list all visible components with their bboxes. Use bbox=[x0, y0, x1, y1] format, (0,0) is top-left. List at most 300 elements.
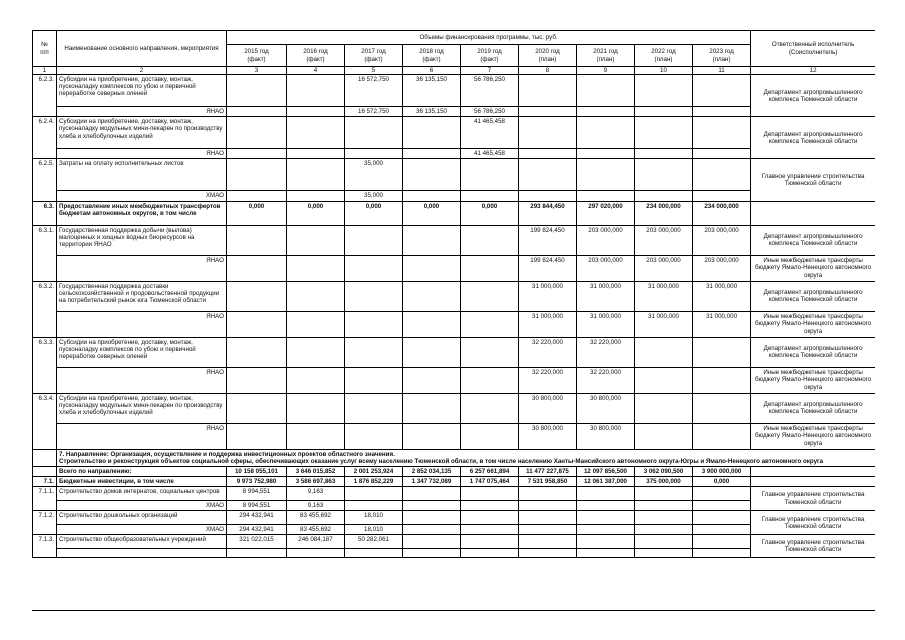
row-value bbox=[287, 117, 345, 149]
subsection-value: 9 973 752,980 bbox=[227, 476, 287, 486]
row-value bbox=[287, 311, 345, 337]
row-value bbox=[693, 423, 751, 449]
row-value bbox=[635, 487, 693, 501]
row-name: Субсидии на приобретение, доставку, монтаж, пусконаладку модульных мини-пекарен по производству хлеба и хлебобулочных изделий bbox=[57, 117, 227, 149]
row-value bbox=[345, 255, 403, 281]
row-value bbox=[693, 487, 751, 501]
row-value bbox=[635, 159, 693, 191]
row-value: 9,163 bbox=[287, 487, 345, 501]
table-row bbox=[33, 281, 876, 311]
row-value bbox=[403, 423, 461, 449]
row-value bbox=[403, 191, 461, 201]
table-row bbox=[33, 501, 876, 511]
row-value bbox=[635, 549, 693, 558]
row-subject: ЯНАО bbox=[57, 367, 227, 393]
row-responsible bbox=[751, 201, 875, 225]
row-value: 203 000,000 bbox=[577, 225, 635, 255]
column-number: 7 bbox=[461, 67, 519, 75]
row-value bbox=[635, 423, 693, 449]
row-value bbox=[519, 75, 577, 107]
row-value: 203 000,000 bbox=[635, 225, 693, 255]
row-value bbox=[345, 149, 403, 159]
row-value bbox=[461, 281, 519, 311]
row-responsible: Департамент агропромышленного комплекса Тюменской области bbox=[751, 337, 875, 367]
column-number: 3 bbox=[227, 67, 287, 75]
header-year: 2015 год (факт) bbox=[227, 45, 287, 67]
row-responsible: Главное управление строительства Тюменской области bbox=[751, 535, 875, 558]
row-value bbox=[227, 117, 287, 149]
row-name: Государственная поддержка добычи (вылова) малоценных и хищных водных биоресурсов на территории ЯНАО bbox=[57, 225, 227, 255]
row-value: 203 000,000 bbox=[577, 255, 635, 281]
column-number: 8 bbox=[519, 67, 577, 75]
row-value: 0,000 bbox=[227, 201, 287, 225]
row-value bbox=[227, 549, 287, 558]
row-value bbox=[345, 281, 403, 311]
column-number: 12 bbox=[751, 67, 875, 75]
row-value bbox=[345, 367, 403, 393]
total-value: 11 477 227,875 bbox=[519, 466, 577, 476]
row-responsible-secondary: Иные межбюджетные трансферты бюджету Ямало-Ненецкого автономного округа bbox=[751, 311, 875, 337]
row-value bbox=[461, 535, 519, 549]
row-value: 32 220,000 bbox=[577, 337, 635, 367]
header-year: 2023 год (план) bbox=[693, 45, 751, 67]
row-value bbox=[287, 367, 345, 393]
row-responsible: Департамент агропромышленного комплекса Тюменской области bbox=[751, 393, 875, 423]
row-value bbox=[403, 535, 461, 549]
row-value bbox=[635, 393, 693, 423]
row-value bbox=[635, 117, 693, 149]
row-value: 294 432,941 bbox=[227, 511, 287, 525]
row-value bbox=[635, 75, 693, 107]
table-row bbox=[33, 525, 876, 535]
table-row bbox=[33, 117, 876, 149]
row-value: 16 572,750 bbox=[345, 107, 403, 117]
total-label: Всего по направлению: bbox=[57, 466, 227, 476]
row-value bbox=[577, 117, 635, 149]
row-name: Субсидии на приобретение, доставку, монтаж, пусконаладку комплексов по убою и первичной переработке северных оленей bbox=[57, 337, 227, 367]
row-value bbox=[227, 75, 287, 107]
header-year: 2020 год (план) bbox=[519, 45, 577, 67]
column-number: 11 bbox=[693, 67, 751, 75]
header-year: 2017 год (факт) bbox=[345, 45, 403, 67]
row-value bbox=[519, 117, 577, 149]
subsection-value: 7 531 958,850 bbox=[519, 476, 577, 486]
subsection-number: 7.1. bbox=[33, 476, 57, 486]
row-name: Строительство общеобразовательных учреждений bbox=[57, 535, 227, 549]
row-value: 0,000 bbox=[345, 201, 403, 225]
row-value: 203 000,000 bbox=[693, 255, 751, 281]
header-direction: Наименование основного направления, мероприятия bbox=[57, 31, 227, 67]
row-value: 31 000,000 bbox=[693, 281, 751, 311]
row-value: 321 022,015 bbox=[227, 535, 287, 549]
row-value bbox=[461, 191, 519, 201]
row-value bbox=[461, 393, 519, 423]
table-row bbox=[33, 487, 876, 501]
row-value bbox=[577, 191, 635, 201]
row-value bbox=[403, 281, 461, 311]
row-value bbox=[345, 225, 403, 255]
row-value bbox=[635, 525, 693, 535]
row-number: 7.1.2. bbox=[33, 511, 57, 535]
row-value bbox=[287, 107, 345, 117]
table-row bbox=[33, 255, 876, 281]
row-value: 293 844,450 bbox=[519, 201, 577, 225]
row-value bbox=[577, 511, 635, 525]
row-value bbox=[519, 487, 577, 501]
row-value bbox=[227, 281, 287, 311]
row-value bbox=[693, 549, 751, 558]
row-value bbox=[403, 149, 461, 159]
section-7-title-row bbox=[33, 449, 876, 466]
table-row bbox=[33, 337, 876, 367]
row-value: 31 000,000 bbox=[577, 311, 635, 337]
row-value bbox=[287, 337, 345, 367]
table-row bbox=[33, 191, 876, 201]
column-number: 1 bbox=[33, 67, 57, 75]
row-value: 246 084,187 bbox=[287, 535, 345, 549]
row-value: 30 800,000 bbox=[519, 393, 577, 423]
column-number: 6 bbox=[403, 67, 461, 75]
row-value bbox=[403, 501, 461, 511]
total-value: 3 900 000,000 bbox=[693, 466, 751, 476]
row-value bbox=[227, 191, 287, 201]
row-subject: ЯНАО bbox=[57, 107, 227, 117]
row-value bbox=[519, 525, 577, 535]
row-value bbox=[519, 159, 577, 191]
row-responsible: Главное управление строительства Тюменской области bbox=[751, 159, 875, 201]
row-value: 31 000,000 bbox=[519, 281, 577, 311]
row-value bbox=[577, 525, 635, 535]
subsection-value: 3 586 697,863 bbox=[287, 476, 345, 486]
row-value: 31 000,000 bbox=[519, 311, 577, 337]
row-value: 31 000,000 bbox=[693, 311, 751, 337]
row-value: 41 465,458 bbox=[461, 149, 519, 159]
subsection-7-1-row bbox=[33, 476, 876, 486]
table-header bbox=[33, 31, 876, 75]
row-value bbox=[403, 255, 461, 281]
row-value: 18,010 bbox=[345, 511, 403, 525]
column-number: 2 bbox=[57, 67, 227, 75]
table-row bbox=[33, 367, 876, 393]
row-value bbox=[577, 487, 635, 501]
row-value bbox=[693, 159, 751, 191]
total-value: 2 852 034,135 bbox=[403, 466, 461, 476]
column-number: 10 bbox=[635, 67, 693, 75]
total-value: 10 158 055,101 bbox=[227, 466, 287, 476]
total-value: 2 001 253,924 bbox=[345, 466, 403, 476]
row-value bbox=[287, 393, 345, 423]
column-numbers-row bbox=[33, 67, 876, 75]
header-year: 2018 год (факт) bbox=[403, 45, 461, 67]
row-value: 50 282,061 bbox=[345, 535, 403, 549]
row-name: Строительство дошкольных организаций bbox=[57, 511, 227, 525]
row-value: 203 000,000 bbox=[693, 225, 751, 255]
table-row bbox=[33, 225, 876, 255]
row-responsible: Департамент агропромышленного комплекса Тюменской области bbox=[751, 225, 875, 255]
row-value bbox=[693, 393, 751, 423]
row-number: 6.3.1. bbox=[33, 225, 57, 281]
row-value: 0,000 bbox=[461, 201, 519, 225]
subsection-value: 0,000 bbox=[693, 476, 751, 486]
row-name: Субсидии на приобретение, доставку, монтаж, пусконаладку модульных мини-пекарен по производству хлеба и хлебобулочных изделий bbox=[57, 393, 227, 423]
row-value bbox=[227, 367, 287, 393]
row-value bbox=[461, 423, 519, 449]
subsection-label: Бюджетные инвестиции, в том числе bbox=[57, 476, 227, 486]
row-value bbox=[227, 311, 287, 337]
column-number: 4 bbox=[287, 67, 345, 75]
row-value bbox=[287, 75, 345, 107]
row-value bbox=[345, 487, 403, 501]
row-value bbox=[577, 535, 635, 549]
row-value bbox=[403, 117, 461, 149]
row-responsible-secondary: Иные межбюджетные трансферты бюджету Ямало-Ненецкого автономного округа bbox=[751, 423, 875, 449]
total-value: 3 062 090,500 bbox=[635, 466, 693, 476]
row-value bbox=[403, 511, 461, 525]
row-responsible-secondary: Иные межбюджетные трансферты бюджету Ямало-Ненецкого автономного округа bbox=[751, 255, 875, 281]
row-value bbox=[519, 549, 577, 558]
row-value: 0,000 bbox=[403, 201, 461, 225]
row-value: 31 000,000 bbox=[577, 281, 635, 311]
row-value bbox=[461, 159, 519, 191]
row-value: 31 000,000 bbox=[635, 281, 693, 311]
row-value: 294 432,941 bbox=[227, 525, 287, 535]
row-number: 6.2.3. bbox=[33, 75, 57, 117]
row-value: 18,010 bbox=[345, 525, 403, 535]
row-value bbox=[403, 367, 461, 393]
row-value bbox=[345, 549, 403, 558]
row-value bbox=[519, 501, 577, 511]
row-value bbox=[403, 487, 461, 501]
row-value bbox=[635, 511, 693, 525]
row-value: 30 800,000 bbox=[577, 423, 635, 449]
column-number: 5 bbox=[345, 67, 403, 75]
row-value: 8 994,551 bbox=[227, 487, 287, 501]
section-7-title: 7. Направление: Организация, осуществление и поддержка инвестиционных проектов областного значения. Строительство и реконструкция объектов социальной сферы, обеспечивающих оказание услуг всему населению Тюменской области, в том числе населению Ханты-Мансийского автономного округа-Югры и Ямало-Ненецкого автономного округа bbox=[57, 449, 876, 466]
table-row bbox=[33, 75, 876, 107]
row-subject bbox=[57, 549, 227, 558]
row-value bbox=[577, 501, 635, 511]
row-number: 6.2.5. bbox=[33, 159, 57, 201]
row-value: 8 994,551 bbox=[227, 501, 287, 511]
row-value: 56 786,250 bbox=[461, 107, 519, 117]
row-value bbox=[287, 255, 345, 281]
row-value: 199 824,450 bbox=[519, 225, 577, 255]
row-value bbox=[461, 367, 519, 393]
header-responsible: Ответственный исполнитель (Соисполнитель) bbox=[751, 31, 875, 67]
row-value bbox=[635, 149, 693, 159]
table-row bbox=[33, 107, 876, 117]
row-value bbox=[635, 191, 693, 201]
row-value: 31 000,000 bbox=[635, 311, 693, 337]
row-value bbox=[693, 501, 751, 511]
row-value bbox=[693, 75, 751, 107]
row-value bbox=[461, 255, 519, 281]
row-value: 203 000,000 bbox=[635, 255, 693, 281]
table-row bbox=[33, 511, 876, 525]
row-value bbox=[227, 393, 287, 423]
row-name: Строительство домов интернатов, социальных центров bbox=[57, 487, 227, 501]
row-name: Затраты на оплату исполнительных листов bbox=[57, 159, 227, 191]
row-value bbox=[227, 149, 287, 159]
row-value: 83 455,692 bbox=[287, 525, 345, 535]
row-value bbox=[519, 535, 577, 549]
row-value: 16 572,750 bbox=[345, 75, 403, 107]
row-value bbox=[635, 367, 693, 393]
row-value bbox=[287, 159, 345, 191]
row-value bbox=[227, 107, 287, 117]
row-value bbox=[403, 525, 461, 535]
row-value bbox=[461, 549, 519, 558]
row-value bbox=[461, 525, 519, 535]
row-value: 297 020,000 bbox=[577, 201, 635, 225]
row-value bbox=[519, 107, 577, 117]
row-value: 30 800,000 bbox=[577, 393, 635, 423]
row-value bbox=[345, 337, 403, 367]
row-value bbox=[227, 159, 287, 191]
row-value bbox=[461, 511, 519, 525]
row-value bbox=[577, 549, 635, 558]
table-row bbox=[33, 159, 876, 191]
total-responsible bbox=[751, 466, 875, 476]
row-value: 35,000 bbox=[345, 191, 403, 201]
row-subject: ЯНАО bbox=[57, 311, 227, 337]
row-responsible: Главное управление строительства Тюменской области bbox=[751, 511, 875, 535]
row-value bbox=[403, 225, 461, 255]
table-row bbox=[33, 393, 876, 423]
row-number: 7.1.3. bbox=[33, 535, 57, 558]
row-value bbox=[287, 149, 345, 159]
row-name: Субсидии на приобретение, доставку, монтаж, пусконаладку комплексов по убою и первичной переработке северных оленей bbox=[57, 75, 227, 107]
row-value bbox=[693, 525, 751, 535]
row-value bbox=[635, 501, 693, 511]
subsection-value: 375 000,000 bbox=[635, 476, 693, 486]
row-number: 6.3.2. bbox=[33, 281, 57, 337]
row-value bbox=[693, 511, 751, 525]
row-value bbox=[519, 191, 577, 201]
row-value: 0,000 bbox=[287, 201, 345, 225]
table-body bbox=[33, 75, 876, 558]
row-value bbox=[577, 107, 635, 117]
row-value bbox=[693, 367, 751, 393]
row-value bbox=[227, 423, 287, 449]
row-value: 35,000 bbox=[345, 159, 403, 191]
row-value bbox=[461, 225, 519, 255]
row-number: 6.3. bbox=[33, 201, 57, 225]
row-value bbox=[461, 501, 519, 511]
row-responsible: Главное управление строительства Тюменской области bbox=[751, 487, 875, 511]
financing-table bbox=[32, 30, 875, 558]
row-value: 56 786,250 bbox=[461, 75, 519, 107]
row-name: Государственная поддержка доставки сельскохозяйственной и продовольственной продукции на потребительский рынок юга Тюменской области bbox=[57, 281, 227, 311]
row-subject: ХМАО bbox=[57, 525, 227, 535]
row-value bbox=[635, 535, 693, 549]
row-value bbox=[403, 393, 461, 423]
row-value bbox=[577, 75, 635, 107]
row-responsible: Департамент агропромышленного комплекса Тюменской области bbox=[751, 117, 875, 159]
table-row bbox=[33, 549, 876, 558]
row-value bbox=[461, 337, 519, 367]
row-value bbox=[635, 107, 693, 117]
row-value bbox=[345, 501, 403, 511]
row-value bbox=[403, 549, 461, 558]
subsection-responsible bbox=[751, 476, 875, 486]
row-value: 199 824,450 bbox=[519, 255, 577, 281]
total-row bbox=[33, 466, 876, 476]
subsection-value: 1 876 852,229 bbox=[345, 476, 403, 486]
header-volume: Объемы финансирования программы, тыс. руб. bbox=[227, 31, 751, 45]
row-value bbox=[519, 511, 577, 525]
row-value bbox=[693, 149, 751, 159]
row-value bbox=[345, 311, 403, 337]
row-value bbox=[345, 423, 403, 449]
row-subject: ХМАО bbox=[57, 501, 227, 511]
row-value bbox=[287, 191, 345, 201]
row-value bbox=[287, 549, 345, 558]
row-name: Предоставление иных межбюджетных трансфертов бюджетам автономных округов, в том числе bbox=[57, 201, 227, 225]
row-value bbox=[461, 487, 519, 501]
row-subject: ЯНАО bbox=[57, 149, 227, 159]
table-row bbox=[33, 423, 876, 449]
row-value bbox=[345, 117, 403, 149]
column-number: 9 bbox=[577, 67, 635, 75]
row-value: 36 135,150 bbox=[403, 75, 461, 107]
row-value: 32 220,000 bbox=[519, 337, 577, 367]
total-value: 6 257 661,894 bbox=[461, 466, 519, 476]
row-value bbox=[693, 337, 751, 367]
table-row bbox=[33, 311, 876, 337]
row-value bbox=[577, 159, 635, 191]
row-responsible: Департамент агропромышленного комплекса Тюменской области bbox=[751, 281, 875, 311]
row-value: 234 000,000 bbox=[693, 201, 751, 225]
row-value bbox=[693, 107, 751, 117]
row-value bbox=[227, 255, 287, 281]
row-value: 32 220,000 bbox=[577, 367, 635, 393]
row-value bbox=[577, 149, 635, 159]
financing-table-viewport bbox=[32, 30, 875, 611]
table-row bbox=[33, 535, 876, 549]
header-year: 2022 год (план) bbox=[635, 45, 693, 67]
row-value bbox=[345, 393, 403, 423]
subsection-value: 1 347 732,089 bbox=[403, 476, 461, 486]
row-number: 6.3.3. bbox=[33, 337, 57, 393]
row-value: 234 000,000 bbox=[635, 201, 693, 225]
row-value bbox=[693, 535, 751, 549]
row-value bbox=[519, 149, 577, 159]
row-value bbox=[287, 281, 345, 311]
row-value bbox=[461, 311, 519, 337]
row-value bbox=[227, 337, 287, 367]
row-value bbox=[403, 337, 461, 367]
subsection-value: 12 061 387,000 bbox=[577, 476, 635, 486]
row-value bbox=[693, 117, 751, 149]
row-subject: ЯНАО bbox=[57, 423, 227, 449]
row-number: 6.3.4. bbox=[33, 393, 57, 449]
row-value bbox=[287, 423, 345, 449]
row-value bbox=[403, 159, 461, 191]
header-year: 2021 год (план) bbox=[577, 45, 635, 67]
header-year: 2019 год (факт) bbox=[461, 45, 519, 67]
header-number: № п/п bbox=[33, 31, 57, 67]
table-row bbox=[33, 149, 876, 159]
total-value: 3 646 015,852 bbox=[287, 466, 345, 476]
row-value bbox=[287, 225, 345, 255]
row-value bbox=[227, 225, 287, 255]
row-value: 30 800,000 bbox=[519, 423, 577, 449]
header-year: 2016 год (факт) bbox=[287, 45, 345, 67]
row-value: 36 135,150 bbox=[403, 107, 461, 117]
row-subject: ХМАО bbox=[57, 191, 227, 201]
total-number bbox=[33, 466, 57, 476]
